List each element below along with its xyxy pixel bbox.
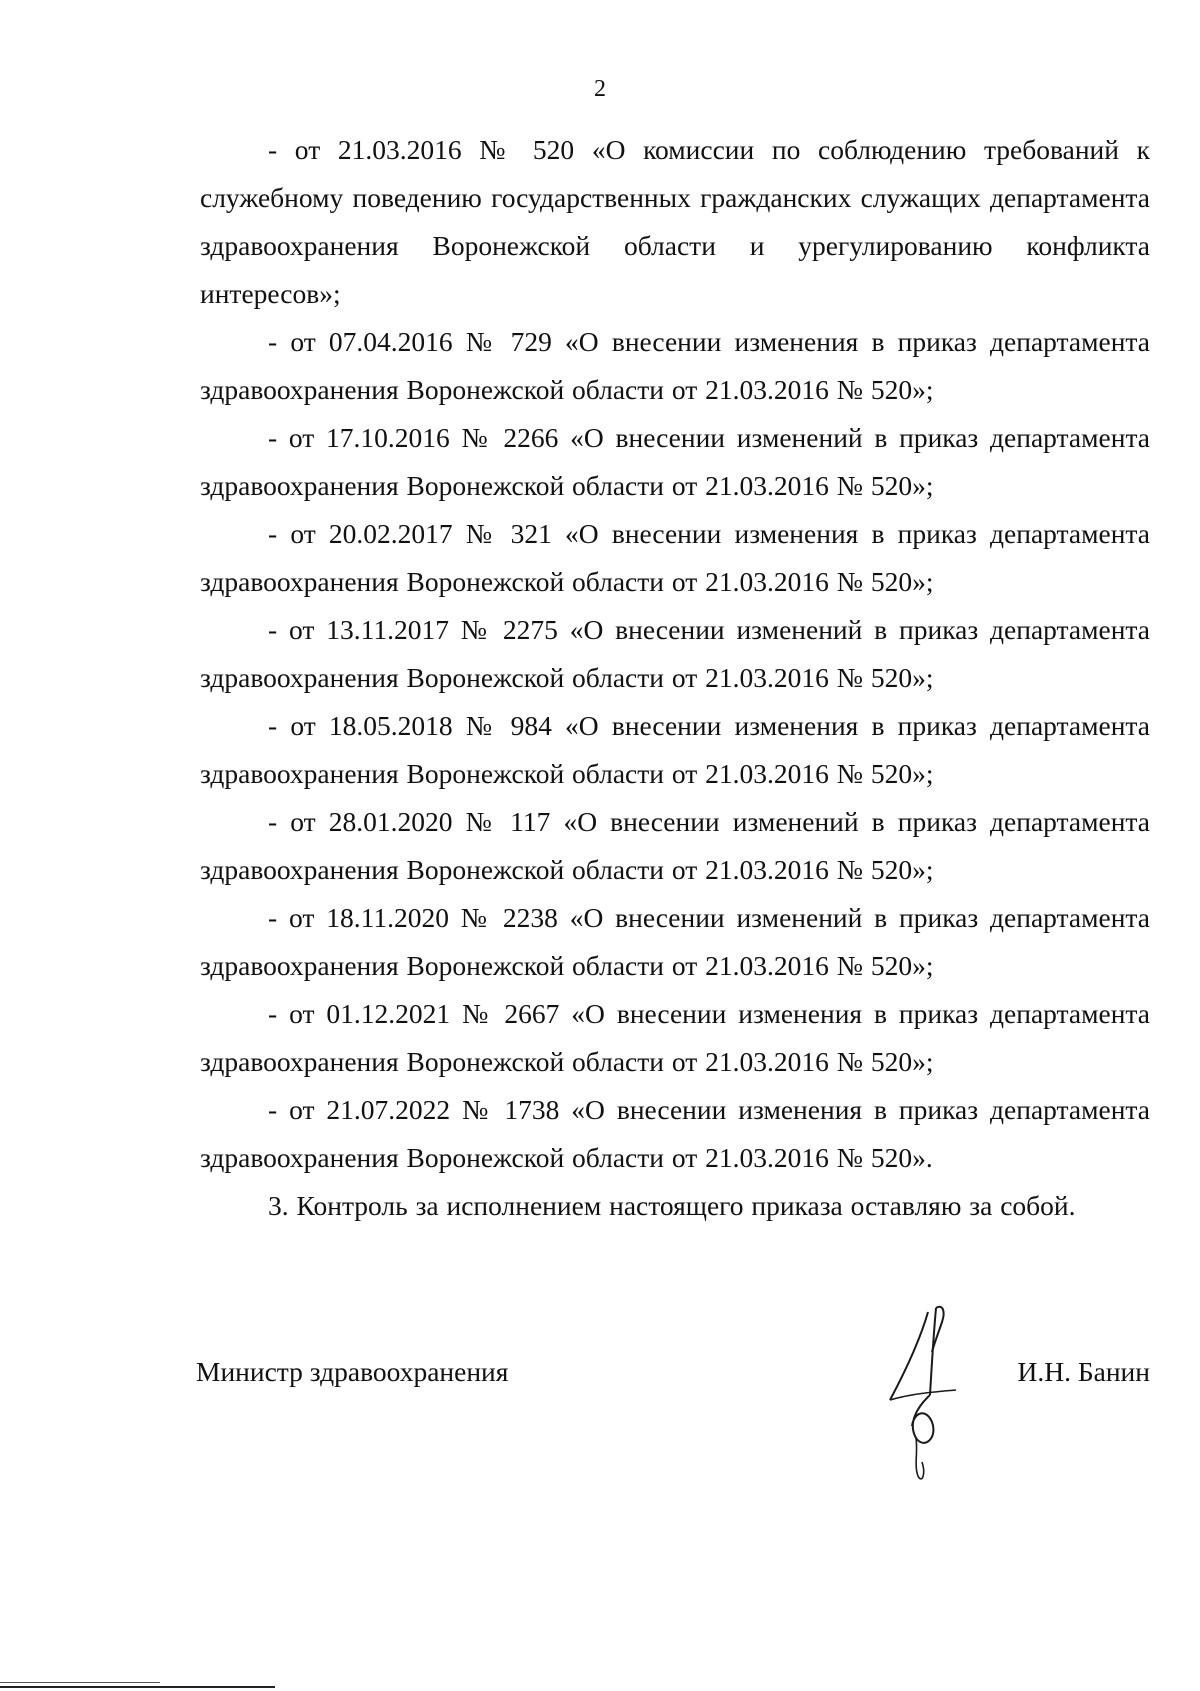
control-clause: 3. Контроль за исполнением настоящего приказа оставляю за собой. [268,1190,1076,1221]
scan-artifact-line [0,1686,275,1688]
list-item: - от 07.04.2016 № 729 «О внесении изменения в приказ департамента здравоохранения Воронежской области от 21.03.2016 № 520»; [200,326,1150,405]
document-body [200,126,1150,1230]
list-item: - от 18.11.2020 № 2238 «О внесении изменений в приказ департамента здравоохранения Воронежской области от 21.03.2016 № 520»; [200,902,1150,981]
handwritten-signature [876,1300,976,1490]
list-item: - от 13.11.2017 № 2275 «О внесении изменений в приказ департамента здравоохранения Воронежской области от 21.03.2016 № 520»; [200,614,1150,693]
list-item: - от 21.03.2016 № 520 «О комиссии по соблюдению требований к служебному поведению государственных гражданских служащих департамента здравоохранения Воронежской области и урегулированию конфликта интересов»; [200,134,1150,309]
list-item: - от 18.05.2018 № 984 «О внесении изменения в приказ департамента здравоохранения Воронежской области от 21.03.2016 № 520»; [200,710,1150,789]
signature-block [196,1340,1150,1490]
signatory-title: Министр здравоохранения [196,1356,509,1387]
page-number: 2 [594,76,606,102]
list-item: - от 28.01.2020 № 117 «О внесении изменений в приказ департамента здравоохранения Воронежской области от 21.03.2016 № 520»; [200,806,1150,885]
list-item: - от 20.02.2017 № 321 «О внесении изменения в приказ департамента здравоохранения Воронежской области от 21.03.2016 № 520»; [200,518,1150,597]
list-item: - от 21.07.2022 № 1738 «О внесении изменения в приказ департамента здравоохранения Воронежской области от 21.03.2016 № 520». [200,1094,1150,1173]
scan-artifact-line [0,1682,160,1683]
list-item: - от 01.12.2021 № 2667 «О внесении изменения в приказ департамента здравоохранения Воронежской области от 21.03.2016 № 520»; [200,998,1150,1077]
list-item: - от 17.10.2016 № 2266 «О внесении изменений в приказ департамента здравоохранения Воронежской области от 21.03.2016 № 520»; [200,422,1150,501]
signatory-name: И.Н. Банин [1017,1356,1150,1387]
